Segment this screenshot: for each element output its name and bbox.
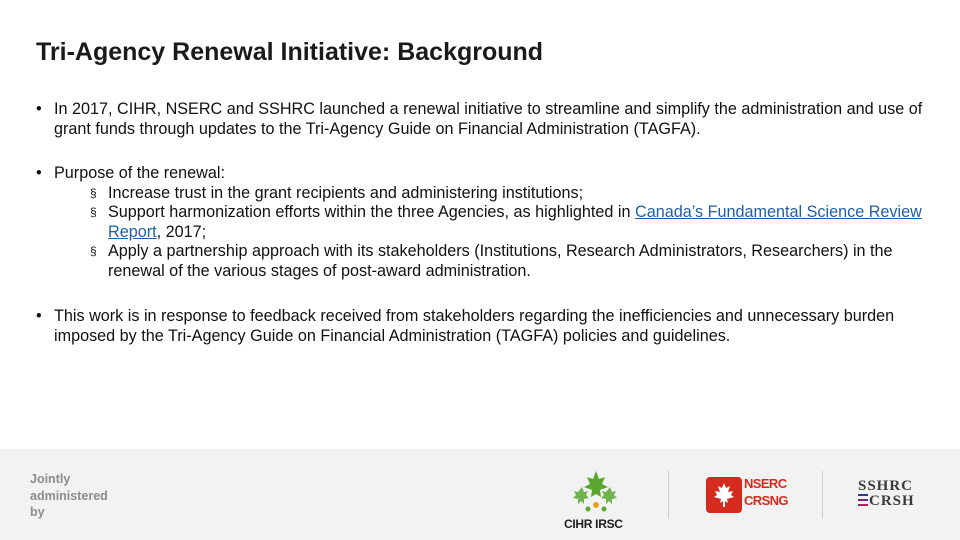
sub-bullet-mark: §: [90, 185, 97, 200]
jointly-line: administered: [30, 488, 108, 503]
jointly-line: by: [30, 505, 45, 519]
sshrc-line: SSHRC: [858, 478, 914, 494]
bullet-item: [36, 100, 926, 139]
logo-divider: [668, 471, 669, 519]
crsh-line: [858, 494, 928, 509]
sub-bullet-item: [72, 203, 926, 242]
crsng-line: CRSNG: [744, 493, 788, 508]
bullet-mark: •: [36, 100, 42, 118]
footer-bar: [0, 449, 960, 540]
bullet-item: [36, 164, 926, 281]
nserc-crsng-logo: [706, 473, 786, 517]
crsh-text: CRSH: [869, 493, 915, 509]
jointly-line: Jointly: [30, 472, 71, 486]
sub-bullet-text-partnership: Apply a partnership approach with its stakeholders (Institutions, Research Administrators, Researchers) in the renewal of the various stages of post-award administration.: [108, 242, 893, 280]
sub-bullet-mark: §: [90, 244, 97, 258]
maple-leaf-cluster-icon: [556, 467, 636, 517]
bullet-item: [36, 307, 926, 346]
bullet-text-purpose: Purpose of the renewal:: [54, 164, 225, 182]
sub-bullet-text-year: , 2017;: [156, 222, 207, 241]
sub-bullet-text-trust: Increase trust in the grant recipients and administering institutions;: [108, 183, 584, 202]
sub-bullet-item: [72, 242, 926, 281]
nserc-logo-text: [744, 475, 788, 509]
sshrc-stripes-icon: [858, 494, 868, 506]
fundamental-science-review-link[interactable]: Canada’s Fundamental Science Review Report: [108, 203, 922, 241]
bullet-mark: •: [36, 307, 42, 325]
sub-bullet-text-harmonization: Support harmonization efforts within the three Agencies, as highlighted in: [108, 203, 636, 221]
slide-title: Tri-Agency Renewal Initiative: Background: [36, 38, 544, 66]
sshrc-crsh-logo: [858, 479, 928, 519]
cihr-logo-text: CIHR IRSC: [564, 517, 623, 531]
nserc-line: NSERC: [744, 476, 787, 491]
cihr-irsc-logo: [556, 467, 636, 531]
canada-maple-leaf-icon: [706, 477, 742, 513]
bullet-text-2017-initiative: In 2017, CIHR, NSERC and SSHRC launched a renewal initiative to streamline and simplify the administration and use of grant funds through updates to the Tri-Agency Guide on Financial Administration (TAGFA).: [54, 100, 923, 138]
jointly-administered-label: [30, 471, 108, 521]
sub-bullet-mark: §: [90, 205, 97, 219]
bullet-mark: •: [36, 164, 42, 182]
slide-content: [36, 100, 926, 346]
sub-bullet-item: [72, 184, 926, 204]
logo-divider: [822, 471, 823, 519]
bullet-text-feedback: This work is in response to feedback received from stakeholders regarding the inefficiencies and unnecessary burden imposed by the Tri-Agency Guide on Financial Administration (TAGFA) policies and guidelines.: [54, 307, 895, 345]
sub-bullet-list: [54, 184, 926, 282]
